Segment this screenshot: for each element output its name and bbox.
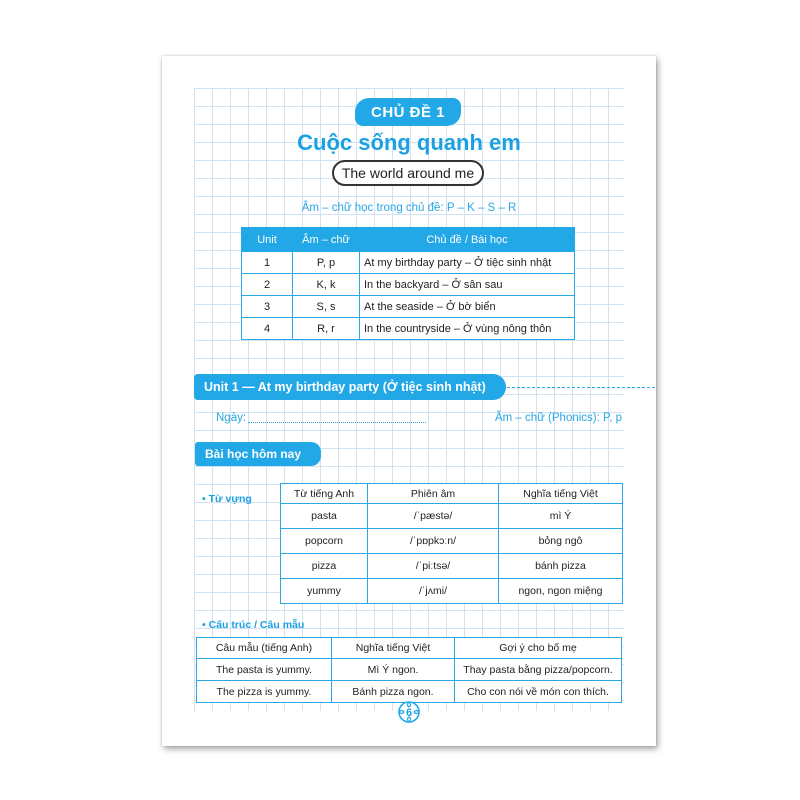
vocab-table-header: Nghĩa tiếng Việt (499, 484, 623, 504)
unit-title-bar: Unit 1 — At my birthday party (Ở tiệc sinh nhật) (194, 374, 506, 400)
table-cell: 3 (242, 296, 293, 318)
table-cell: In the countryside – Ở vùng nông thôn (360, 318, 575, 340)
table-cell: pizza (281, 554, 368, 579)
table-cell: pasta (281, 504, 368, 529)
table-cell: /ˈjʌmi/ (368, 579, 499, 604)
table-cell: /ˈpɒpkɔːn/ (368, 529, 499, 554)
table-cell: Cho con nói về món con thích. (455, 681, 622, 703)
table-cell: The pizza is yummy. (197, 681, 332, 703)
table-cell: Thay pasta bằng pizza/popcorn. (455, 659, 622, 681)
table-cell: At my birthday party – Ở tiệc sinh nhật (360, 252, 575, 274)
structure-table-header: Câu mẫu (tiếng Anh) (197, 638, 332, 659)
structure-table-header: Gợi ý cho bố mẹ (455, 638, 622, 659)
table-cell: Bánh pizza ngon. (332, 681, 455, 703)
divider (507, 387, 655, 388)
table-cell: popcorn (281, 529, 368, 554)
topic-badge: CHỦ ĐỀ 1 (355, 98, 461, 126)
date-label: Ngày: (216, 412, 247, 424)
table-cell: bỏng ngô (499, 529, 623, 554)
table-row (281, 504, 623, 529)
vocab-label: • Từ vựng (202, 493, 252, 505)
table-cell: bánh pizza (499, 554, 623, 579)
topic-subtitle: The world around me (332, 160, 484, 186)
table-cell: mì Ý (499, 504, 623, 529)
phonics-label: Âm – chữ (Phonics): P, p (494, 412, 622, 424)
flower-icon (397, 700, 421, 724)
topic-letters-line: Âm – chữ học trong chủ đề: P – K – S – R (301, 202, 517, 214)
table-cell: 4 (242, 318, 293, 340)
vocab-table-header: Từ tiếng Anh (281, 484, 368, 504)
table-cell: /ˈpæstə/ (368, 504, 499, 529)
table-cell: S, s (293, 296, 360, 318)
topic-title: Cuộc sống quanh em (297, 130, 521, 155)
table-cell: 1 (242, 252, 293, 274)
table-cell: K, k (293, 274, 360, 296)
table-cell: In the backyard – Ở sân sau (360, 274, 575, 296)
table-cell: /ˈpiːtsə/ (368, 554, 499, 579)
table-cell: P, p (293, 252, 360, 274)
workbook-page (162, 56, 656, 746)
vocab-table-header: Phiên âm (368, 484, 499, 504)
topic-table-header: Unit (242, 228, 293, 252)
table-cell: The pasta is yummy. (197, 659, 332, 681)
lesson-label: Bài học hôm nay (195, 442, 321, 466)
table-cell: 2 (242, 274, 293, 296)
structure-table-header: Nghĩa tiếng Việt (332, 638, 455, 659)
table-cell: At the seaside – Ở bờ biển (360, 296, 575, 318)
table-row (242, 296, 575, 318)
table-row (281, 529, 623, 554)
structure-label: • Cấu trúc / Câu mẫu (202, 619, 305, 631)
table-row (197, 659, 622, 681)
topic-table-header: Âm – chữ (293, 228, 360, 252)
structure-table (196, 637, 622, 703)
table-row (281, 554, 623, 579)
page-number-badge (397, 700, 421, 724)
topic-table (241, 227, 575, 340)
table-row (242, 252, 575, 274)
table-cell: ngon, ngon miệng (499, 579, 623, 604)
table-row (242, 274, 575, 296)
date-field[interactable] (248, 422, 426, 423)
topic-table-header: Chủ đề / Bài học (360, 228, 575, 252)
table-cell: R, r (293, 318, 360, 340)
page-number: 6 (405, 707, 413, 719)
table-row (242, 318, 575, 340)
table-row (281, 579, 623, 604)
table-cell: yummy (281, 579, 368, 604)
vocab-table (280, 483, 623, 604)
table-cell: Mì Ý ngon. (332, 659, 455, 681)
